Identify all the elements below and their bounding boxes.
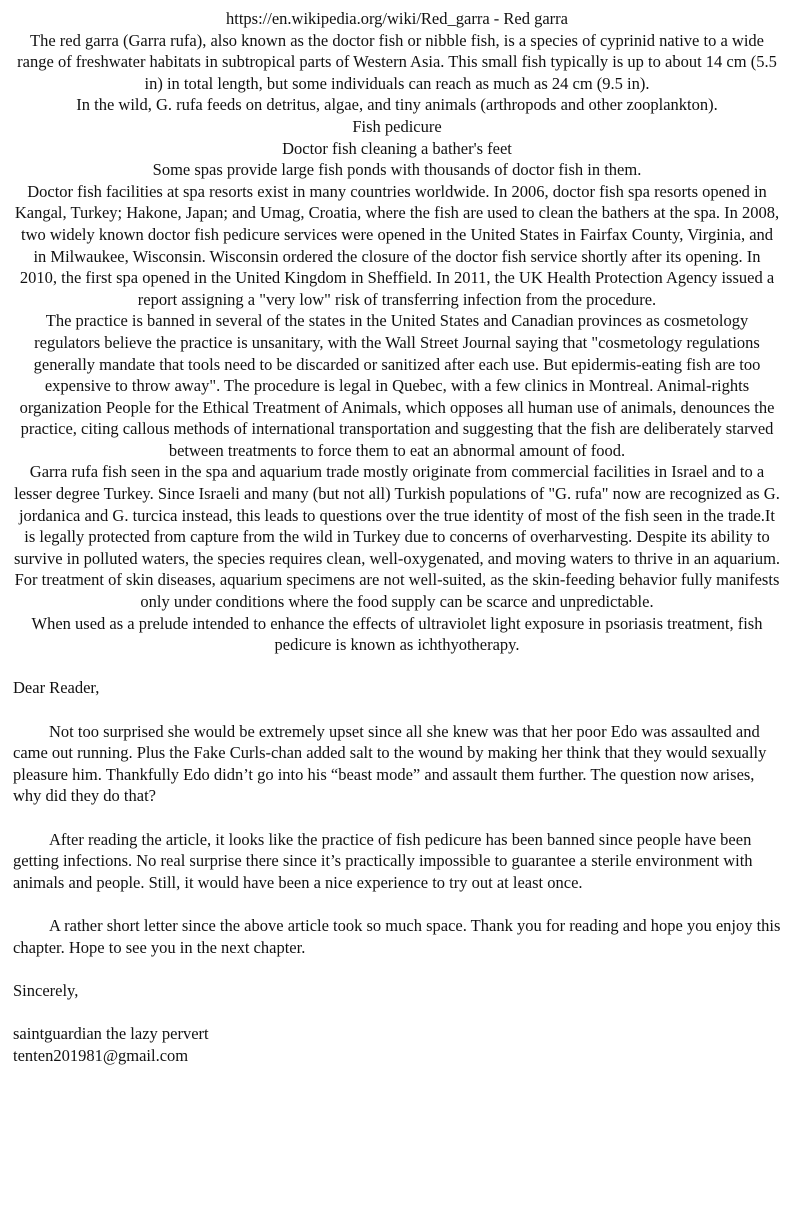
document-page xyxy=(13,8,781,1066)
letter-paragraph: Not too surprised she would be extremely upset since all she knew was that her poor Edo was assaulted and came out running. Plus the Fake Curls-chan added salt to the wound by making her think that they would sexually pleasure him. Thankfully Edo didn’t go into his “beast mode” and assault them further. The question now arises, why did they do that? xyxy=(13,721,767,806)
article-trade-paragraph: Garra rufa fish seen in the spa and aquarium trade mostly originate from commercial facilities in Israel and to a lesser degree Turkey. Since Israeli and many (but not all) Turkish populations of "G. rufa" now are recognized as G. jordanica and G. turcica instead, this leads to questions over the true identity of most of the fish seen in the trade.It is legally protected from capture from the wild in Turkey due to concerns of overharvesting. Despite its ability to survive in polluted waters, the species requires clean, well-oxygenated, and moving waters to thrive in an aquarium. For treatment of skin diseases, aquarium specimens are not well-suited, as the skin-feeding behavior fully manifests only under conditions where the food supply can be scarce and unpredictable. xyxy=(13,462,781,612)
spacer xyxy=(13,893,781,915)
letter-email: tenten201981@gmail.com xyxy=(13,1045,189,1065)
article-ichthyotherapy-paragraph: When used as a prelude intended to enhance the effects of ultraviolet light exposure in psoriasis treatment, fish pedicure is known as ichthyotherapy. xyxy=(31,613,763,655)
article-image-caption: Doctor fish cleaning a bather's feet xyxy=(282,138,512,158)
letter-signature: saintguardian the lazy pervert xyxy=(13,1023,209,1043)
spacer xyxy=(13,807,781,829)
article-section-title: Fish pedicure xyxy=(352,116,442,136)
spacer xyxy=(13,699,781,721)
spacer xyxy=(13,958,781,980)
spacer xyxy=(13,656,781,678)
spacer xyxy=(13,1001,781,1023)
letter-closing: Sincerely, xyxy=(13,980,79,1000)
article-intro-paragraph: The red garra (Garra rufa), also known as the doctor fish or nibble fish, is a species of cyprinid native to a wide range of freshwater habitats in subtropical parts of Western Asia. This small fish typically is up to about 14 cm (5.5 in) in total length, but some individuals can reach as much as 24 cm (9.5 in). xyxy=(17,30,777,93)
letter-greeting: Dear Reader, xyxy=(13,678,100,698)
article-source-line: https://en.wikipedia.org/wiki/Red_garra - Red garra xyxy=(226,9,568,28)
article-diet-paragraph: In the wild, G. rufa feeds on detritus, algae, and tiny animals (arthropods and other zooplankton). xyxy=(76,95,718,115)
letter-paragraph: A rather short letter since the above article took so much space. Thank you for reading and hope you enjoy this chapter. Hope to see you in the next chapter. xyxy=(13,915,781,957)
letter-paragraph: After reading the article, it looks like the practice of fish pedicure has been banned since people have been getting infections. No real surprise there since it’s practically impossible to guarantee a sterile environment with animals and people. Still, it would have been a nice experience to try out at least once. xyxy=(13,829,753,892)
article-image-caption-2: Some spas provide large fish ponds with thousands of doctor fish in them. xyxy=(152,160,642,180)
article-facilities-paragraph: Doctor fish facilities at spa resorts exist in many countries worldwide. In 2006, doctor fish spa resorts opened in Kangal, Turkey; Hakone, Japan; and Umag, Croatia, where the fish are used to clean the bathers at the spa. In 2008, two widely known doctor fish pedicure services were opened in the United States in Fairfax County, Virginia, and in Milwaukee, Wisconsin. Wisconsin ordered the closure of the doctor fish service shortly after its opening. In 2010, the first spa opened in the United Kingdom in Sheffield. In 2011, the UK Health Protection Agency issued a report assigning a "very low" risk of transferring infection from the procedure. xyxy=(14,181,780,309)
article-banned-paragraph: The practice is banned in several of the states in the United States and Canadian provinces as cosmetology regulators believe the practice is unsanitary, with the Wall Street Journal saying that "cosmetology regulations generally mandate that tools need to be discarded or sanitized after each use. But epidermis-eating fish are too expensive to throw away". The procedure is legal in Quebec, with a few clinics in Montreal. Animal-rights organization People for the Ethical Treatment of Animals, which opposes all human use of animals, denounces the practice, citing callous methods of international transportation and suggesting that the fish are deliberately starved between treatments to force them to eat an abnormal amount of food. xyxy=(19,311,775,460)
